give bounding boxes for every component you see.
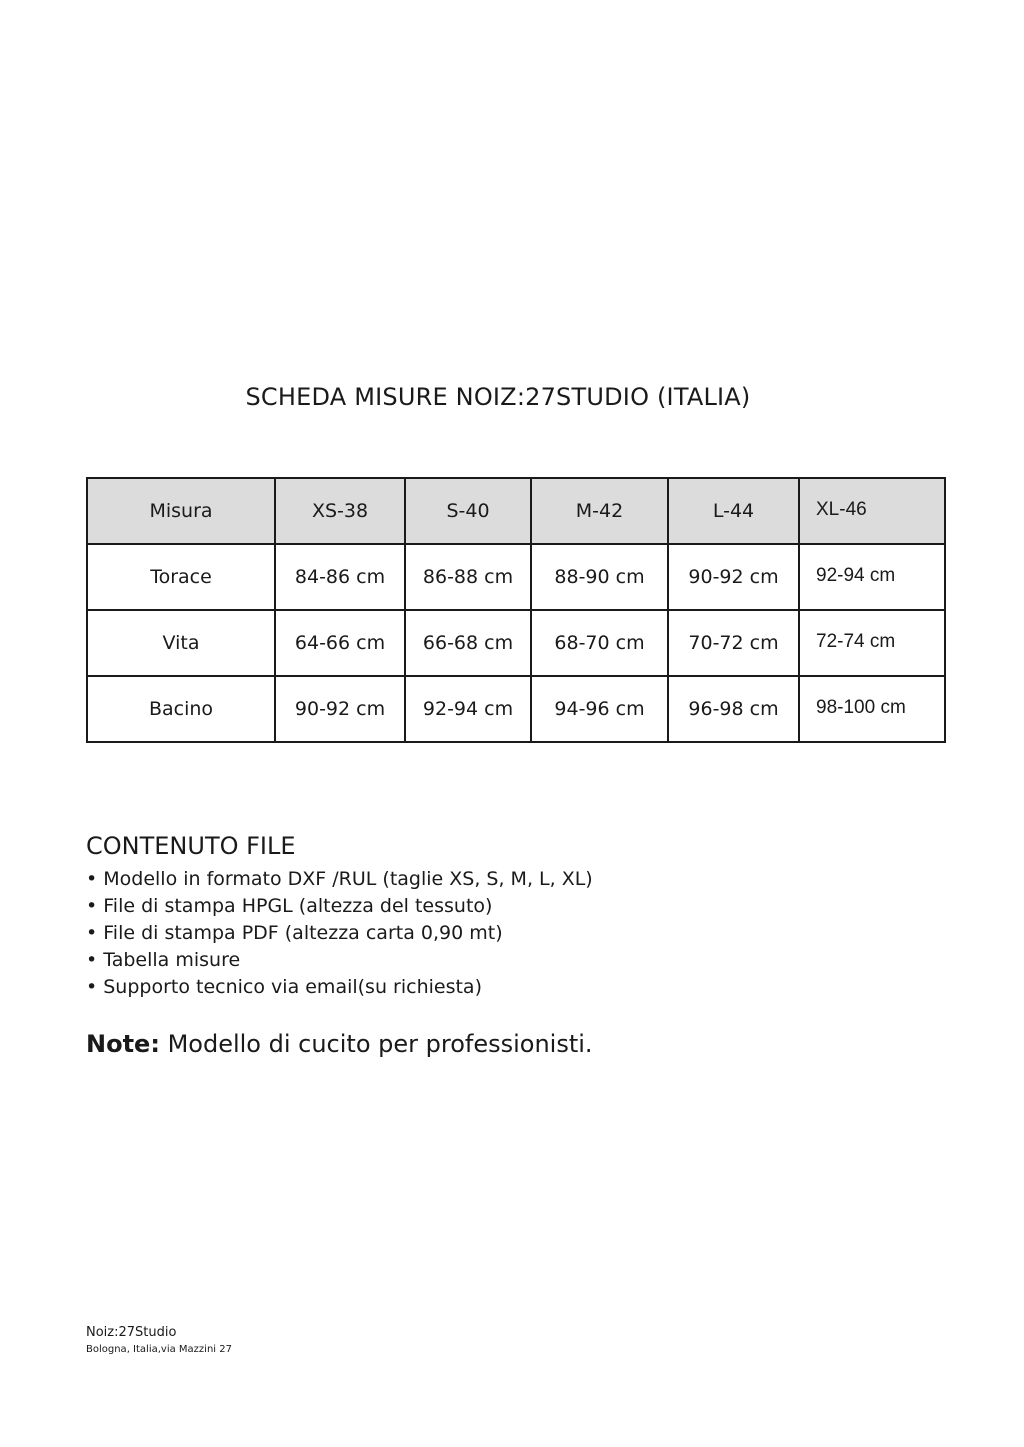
table-cell: 88-90 cm — [531, 544, 668, 610]
table-header-row — [87, 478, 945, 544]
header-cell-l: L-44 — [668, 478, 799, 544]
table-cell: 70-72 cm — [668, 610, 799, 676]
header-cell-xs: XS-38 — [275, 478, 405, 544]
table-cell: 92-94 cm — [405, 676, 531, 742]
footer-address: Bologna, Italia,via Mazzini 27 — [86, 1344, 232, 1355]
table-cell: 72-74 cm — [799, 610, 945, 676]
header-cell-misura: Misura — [87, 478, 275, 544]
list-item: • File di stampa PDF (altezza carta 0,90 mt) — [86, 920, 593, 947]
list-item: • Modello in formato DXF /RUL (taglie XS, S, M, L, XL) — [86, 866, 593, 893]
table-cell: 68-70 cm — [531, 610, 668, 676]
table-cell: 90-92 cm — [275, 676, 405, 742]
list-item: • Supporto tecnico via email(su richiesta) — [86, 974, 593, 1001]
row-label: Bacino — [87, 676, 275, 742]
table-cell: 64-66 cm — [275, 610, 405, 676]
size-chart-table — [86, 477, 946, 743]
header-cell-m: M-42 — [531, 478, 668, 544]
contents-title: CONTENUTO FILE — [86, 832, 296, 860]
row-label: Vita — [87, 610, 275, 676]
contents-list — [86, 866, 593, 1001]
list-item: • File di stampa HPGL (altezza del tessuto) — [86, 893, 593, 920]
header-cell-s: S-40 — [405, 478, 531, 544]
table-cell: 96-98 cm — [668, 676, 799, 742]
table-cell: 86-88 cm — [405, 544, 531, 610]
note-text: Modello di cucito per professionisti. — [167, 1030, 593, 1058]
table-row — [87, 544, 945, 610]
page-title: SCHEDA MISURE NOIZ:27STUDIO (ITALIA) — [245, 383, 751, 411]
table-row — [87, 676, 945, 742]
table-cell: 84-86 cm — [275, 544, 405, 610]
note — [86, 1030, 593, 1058]
table-row — [87, 610, 945, 676]
list-item: • Tabella misure — [86, 947, 593, 974]
table-cell: 98-100 cm — [799, 676, 945, 742]
note-label: Note: — [86, 1030, 160, 1058]
table-cell: 94-96 cm — [531, 676, 668, 742]
table-cell: 66-68 cm — [405, 610, 531, 676]
header-cell-xl: XL-46 — [799, 478, 945, 544]
table-cell: 90-92 cm — [668, 544, 799, 610]
row-label: Torace — [87, 544, 275, 610]
table-cell: 92-94 cm — [799, 544, 945, 610]
footer-company-name: Noiz:27Studio — [86, 1325, 177, 1340]
